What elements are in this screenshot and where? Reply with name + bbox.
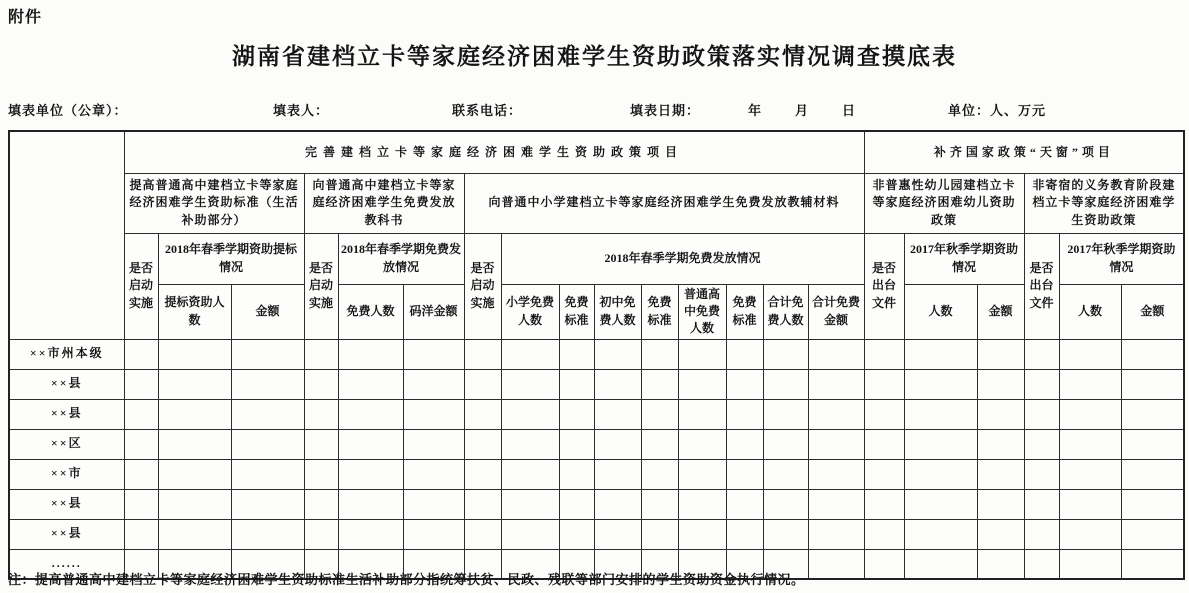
empty-cell (977, 369, 1024, 399)
empty-cell (1059, 459, 1121, 489)
empty-cell (1024, 459, 1059, 489)
empty-cell (763, 489, 808, 519)
group-free-supplementary-materials: 向普通中小学建档立卡等家庭经济困难学生免费发放教辅材料 (464, 173, 864, 233)
empty-cell (808, 339, 864, 369)
empty-cell (864, 399, 904, 429)
table-row (9, 459, 1184, 489)
header-fill-policy-gap-projects: 补齐国家政策“天窗”项目 (864, 131, 1184, 173)
empty-cell (1024, 489, 1059, 519)
empty-cell (304, 489, 338, 519)
measure-unit-label: 单位：人、万元 (948, 103, 1047, 118)
group-raise-highschool-aid-standard: 提高普通高中建档立卡等家庭经济困难学生资助标准（生活补助部分） (124, 173, 304, 233)
empty-cell (403, 489, 464, 519)
empty-cell (158, 339, 231, 369)
empty-cell (678, 369, 726, 399)
empty-cell (231, 459, 304, 489)
empty-cell (231, 399, 304, 429)
g3-col-free-standard-1: 免费标准 (559, 284, 594, 339)
empty-cell (304, 369, 338, 399)
empty-cell (501, 519, 559, 549)
empty-cell (1024, 339, 1059, 369)
empty-cell (1024, 549, 1059, 579)
empty-cell (808, 369, 864, 399)
empty-cell (641, 399, 678, 429)
header-improve-policy-projects: 完善建档立卡等家庭经济困难学生资助政策项目 (124, 131, 864, 173)
empty-cell (864, 369, 904, 399)
g3-col-total-free-count: 合计免费人数 (763, 284, 808, 339)
empty-cell (1059, 429, 1121, 459)
empty-cell (124, 429, 158, 459)
g3-period-header: 2018年春季学期免费发放情况 (501, 233, 864, 284)
empty-cell (904, 399, 977, 429)
empty-cell (726, 519, 763, 549)
region-label: ××县 (9, 399, 124, 429)
empty-cell (338, 399, 403, 429)
empty-cell (501, 429, 559, 459)
empty-cell (726, 399, 763, 429)
empty-cell (977, 429, 1024, 459)
empty-cell (594, 399, 641, 429)
g4-col-count: 人数 (904, 284, 977, 339)
empty-cell (304, 459, 338, 489)
empty-cell (403, 429, 464, 459)
empty-cell (864, 459, 904, 489)
g4-document-header: 是否出台文件 (864, 233, 904, 339)
empty-cell (559, 399, 594, 429)
g5-document-header: 是否出台文件 (1024, 233, 1059, 339)
region-column-header (9, 131, 124, 339)
empty-cell (1059, 549, 1121, 579)
filler-label: 填表人： (273, 103, 330, 118)
group-non-inclusive-kindergarten-policy: 非普惠性幼儿园建档立卡等家庭经济困难幼儿资助政策 (864, 173, 1024, 233)
g3-col-total-free-amount: 合计免费金额 (808, 284, 864, 339)
empty-cell (338, 369, 403, 399)
empty-cell (641, 339, 678, 369)
empty-cell (864, 549, 904, 579)
empty-cell (231, 429, 304, 459)
empty-cell (464, 459, 501, 489)
empty-cell (304, 429, 338, 459)
empty-cell (864, 489, 904, 519)
empty-cell (1059, 399, 1121, 429)
empty-cell (726, 369, 763, 399)
g2-col-list-price-amount: 码洋金额 (403, 284, 464, 339)
year-label: 年 (748, 103, 763, 118)
empty-cell (808, 399, 864, 429)
empty-cell (594, 429, 641, 459)
empty-cell (808, 549, 864, 579)
empty-cell (559, 339, 594, 369)
empty-cell (231, 339, 304, 369)
table-row (9, 339, 1184, 369)
table-row (9, 489, 1184, 519)
empty-cell (1024, 399, 1059, 429)
empty-cell (1121, 339, 1184, 369)
g4-col-amount: 金额 (977, 284, 1024, 339)
empty-cell (726, 459, 763, 489)
empty-cell (231, 489, 304, 519)
empty-cell (464, 519, 501, 549)
empty-cell (559, 489, 594, 519)
empty-cell (641, 459, 678, 489)
region-label: ...... (9, 549, 124, 579)
empty-cell (904, 549, 977, 579)
empty-cell (1024, 369, 1059, 399)
empty-cell (977, 519, 1024, 549)
empty-cell (124, 369, 158, 399)
empty-cell (1121, 459, 1184, 489)
g3-col-primary-free-count: 小学免费人数 (501, 284, 559, 339)
empty-cell (403, 399, 464, 429)
empty-cell (1121, 489, 1184, 519)
empty-cell (594, 489, 641, 519)
empty-cell (158, 459, 231, 489)
table-row (9, 429, 1184, 459)
empty-cell (338, 489, 403, 519)
empty-cell (158, 429, 231, 459)
empty-cell (977, 489, 1024, 519)
empty-cell (304, 519, 338, 549)
empty-cell (1024, 519, 1059, 549)
empty-cell (678, 399, 726, 429)
day-label: 日 (842, 103, 857, 118)
region-label: ××区 (9, 429, 124, 459)
empty-cell (977, 549, 1024, 579)
filling-unit-label: 填表单位（公章）： (8, 103, 128, 118)
empty-cell (464, 429, 501, 459)
empty-cell (403, 519, 464, 549)
group-free-textbooks-highschool: 向普通高中建档立卡等家庭经济困难学生免费发放教科书 (304, 173, 464, 233)
group-non-boarding-compulsory-policy: 非寄宿的义务教育阶段建档立卡等家庭经济困难学生资助政策 (1024, 173, 1184, 233)
empty-cell (641, 519, 678, 549)
empty-cell (464, 489, 501, 519)
empty-cell (1059, 489, 1121, 519)
empty-cell (559, 429, 594, 459)
empty-cell (763, 369, 808, 399)
empty-cell (231, 519, 304, 549)
empty-cell (1121, 549, 1184, 579)
empty-cell (1024, 429, 1059, 459)
empty-cell (1059, 369, 1121, 399)
table-row (9, 399, 1184, 429)
empty-cell (904, 459, 977, 489)
empty-cell (594, 369, 641, 399)
empty-cell (904, 489, 977, 519)
g2-started-header: 是否启动实施 (304, 233, 338, 339)
empty-cell (864, 339, 904, 369)
empty-cell (403, 459, 464, 489)
empty-cell (158, 489, 231, 519)
empty-cell (158, 519, 231, 549)
region-label: ××县 (9, 489, 124, 519)
empty-cell (124, 519, 158, 549)
g1-started-header: 是否启动实施 (124, 233, 158, 339)
empty-cell (641, 489, 678, 519)
empty-cell (763, 519, 808, 549)
empty-cell (403, 339, 464, 369)
empty-cell (726, 339, 763, 369)
empty-cell (124, 399, 158, 429)
empty-cell (559, 459, 594, 489)
empty-cell (977, 459, 1024, 489)
empty-cell (808, 429, 864, 459)
g1-period-header: 2018年春季学期资助提标情况 (158, 233, 304, 284)
empty-cell (124, 459, 158, 489)
empty-cell (808, 489, 864, 519)
empty-cell (501, 489, 559, 519)
empty-cell (726, 489, 763, 519)
empty-cell (904, 369, 977, 399)
empty-cell (763, 339, 808, 369)
g5-period-header: 2017年秋季学期资助情况 (1059, 233, 1184, 284)
region-label: ××县 (9, 519, 124, 549)
region-label: ××市 (9, 459, 124, 489)
empty-cell (864, 519, 904, 549)
empty-cell (641, 429, 678, 459)
empty-cell (1121, 519, 1184, 549)
month-label: 月 (795, 103, 810, 118)
region-label: ××县 (9, 369, 124, 399)
g2-col-free-count: 免费人数 (338, 284, 403, 339)
page-title: 湖南省建档立卡等家庭经济困难学生资助政策落实情况调查摸底表 (232, 44, 957, 69)
empty-cell (501, 459, 559, 489)
phone-label: 联系电话： (452, 103, 523, 118)
g3-col-free-standard-3: 免费标准 (726, 284, 763, 339)
footnote: 注：提高普通高中建档立卡等家庭经济困难学生资助标准生活补助部分指统筹扶贫、民政、残联等部门安排的学生资助资金执行情况。 (8, 572, 805, 587)
empty-cell (464, 339, 501, 369)
empty-cell (678, 519, 726, 549)
region-label: ××市州本级 (9, 339, 124, 369)
empty-cell (124, 339, 158, 369)
empty-cell (501, 369, 559, 399)
g5-col-count: 人数 (1059, 284, 1121, 339)
empty-cell (1121, 369, 1184, 399)
empty-cell (304, 339, 338, 369)
empty-cell (641, 369, 678, 399)
empty-cell (977, 399, 1024, 429)
survey-table (8, 130, 1185, 580)
empty-cell (726, 429, 763, 459)
empty-cell (763, 429, 808, 459)
table-row (9, 369, 1184, 399)
empty-cell (977, 339, 1024, 369)
empty-cell (864, 429, 904, 459)
empty-cell (338, 519, 403, 549)
empty-cell (338, 429, 403, 459)
empty-cell (1059, 339, 1121, 369)
empty-cell (904, 429, 977, 459)
empty-cell (678, 489, 726, 519)
empty-cell (1121, 429, 1184, 459)
empty-cell (678, 429, 726, 459)
empty-cell (559, 519, 594, 549)
empty-cell (1059, 519, 1121, 549)
empty-cell (1121, 399, 1184, 429)
g3-col-highschool-free-count: 普通高中免费人数 (678, 284, 726, 339)
g3-col-junior-free-count: 初中免费人数 (594, 284, 641, 339)
empty-cell (338, 339, 403, 369)
empty-cell (464, 369, 501, 399)
empty-cell (594, 519, 641, 549)
empty-cell (158, 369, 231, 399)
empty-cell (158, 399, 231, 429)
table-row (9, 519, 1184, 549)
empty-cell (403, 369, 464, 399)
empty-cell (904, 339, 977, 369)
g1-col-amount: 金额 (231, 284, 304, 339)
empty-cell (808, 519, 864, 549)
empty-cell (594, 459, 641, 489)
form-info-row (0, 100, 1189, 120)
g1-col-raised-aid-count: 提标资助人数 (158, 284, 231, 339)
attachment-label: 附件 (8, 9, 43, 26)
empty-cell (464, 399, 501, 429)
date-label: 填表日期： (630, 103, 701, 118)
g5-col-amount: 金额 (1121, 284, 1184, 339)
empty-cell (594, 339, 641, 369)
g3-started-header: 是否启动实施 (464, 233, 501, 339)
g4-period-header: 2017年秋季学期资助情况 (904, 233, 1024, 284)
empty-cell (904, 519, 977, 549)
empty-cell (559, 369, 594, 399)
g3-col-free-standard-2: 免费标准 (641, 284, 678, 339)
empty-cell (678, 459, 726, 489)
empty-cell (763, 399, 808, 429)
empty-cell (231, 369, 304, 399)
empty-cell (808, 459, 864, 489)
empty-cell (678, 339, 726, 369)
g2-period-header: 2018年春季学期免费发放情况 (338, 233, 464, 284)
empty-cell (338, 459, 403, 489)
empty-cell (501, 339, 559, 369)
empty-cell (763, 459, 808, 489)
empty-cell (304, 399, 338, 429)
empty-cell (501, 399, 559, 429)
empty-cell (124, 489, 158, 519)
